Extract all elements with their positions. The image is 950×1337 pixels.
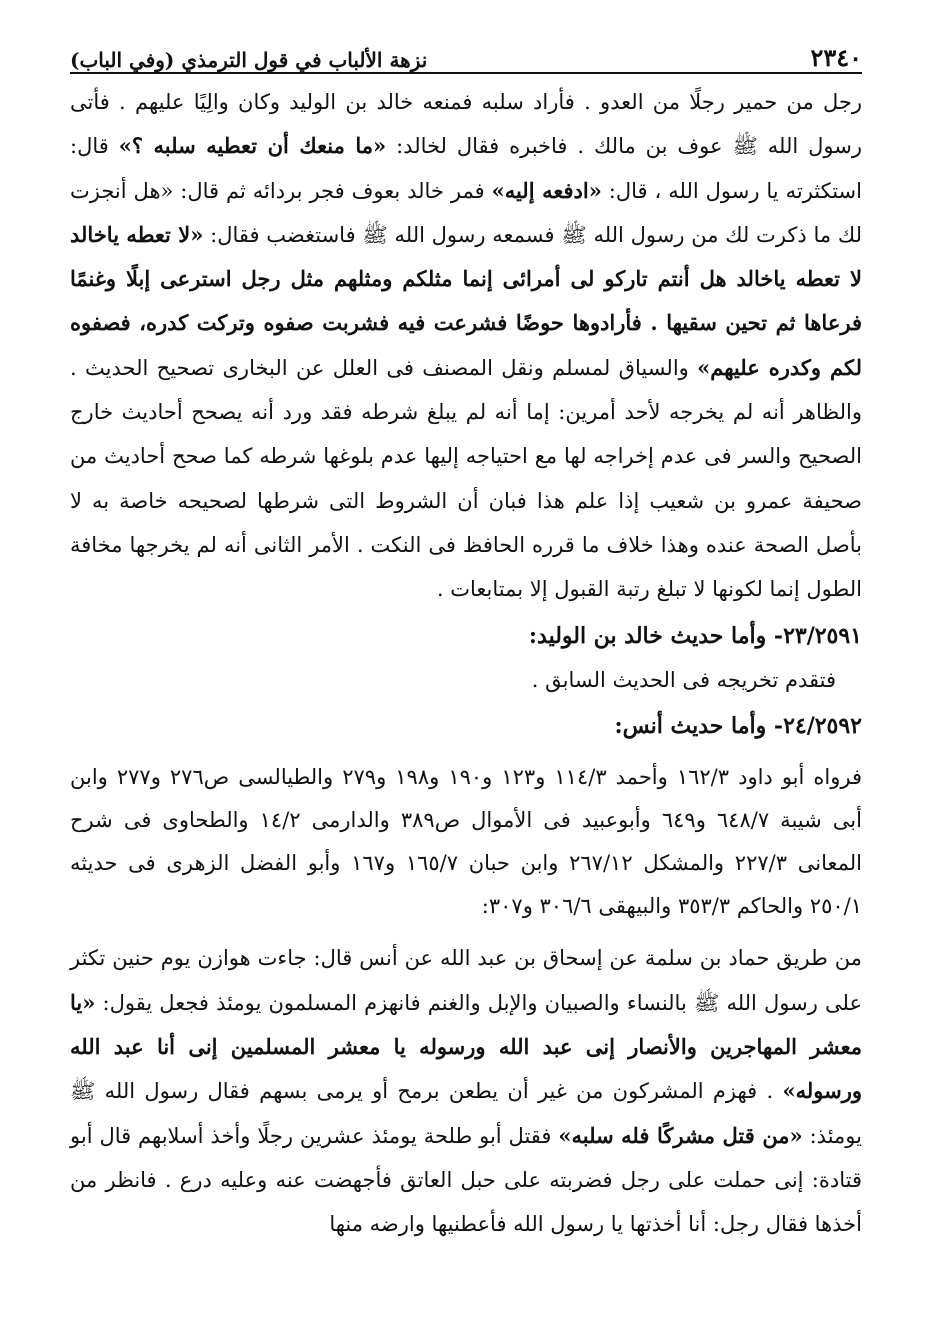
page-body (70, 80, 862, 1247)
page-header (70, 28, 862, 74)
text-span: والسياق لمسلم ونقل المصنف فى العلل عن البخارى تصحيح الحديث . والظاهر أنه لم يخرجه لأحد أمرين: إما أنه لم يبلغ شرطه فقد ورد أنه يصحح أحاديث خارج الصحيح والسر فى عدم إخراجه لها مع احتياجه إليها عدم بلوغها شرطه كما صحح أحاديث من صحيفة عمرو بن شعيب إذا علم هذا فبان أن الشروط التى شرطها لصحيحه خاصة به لا بأصل الصحة عنده وهذا خلاف ما قرره الحافظ فى النكت . الأمر الثانى أنه لم يخرجها مخافة الطول إنما لكونها لا تبلغ رتبة القبول إلا بمتابعات . (70, 355, 862, 602)
text-span: فقتل أبو طلحة يومئذ عشرين رجلًا وأخذ أسلابهم قال أبو قتادة: إنى حملت على رجل فضربته على حبل العاتق فأجهضت عنه وعليه درع . فانظر من أخذها فقال رجل: أنا أخذتها يا رسول الله فأعطنيها وارضه منها (70, 1123, 862, 1237)
book-page (70, 28, 862, 1317)
hadith-quote: «يا معشر المهاجرين والأنصار إنى عبد الله ورسوله يا معشر المسلمين إنى أنا عبد الله ورسوله» (70, 989, 862, 1104)
hadith-quote: «ادفعه إليه» (491, 177, 602, 203)
running-title: نزهة الألباب في قول الترمذي (وفي الباب) (70, 48, 428, 72)
section-text: فتقدم تخريجه فى الحديث السابق . (531, 667, 836, 692)
text-span: قال: استكثرته يا رسول الله ، قال: (70, 134, 862, 203)
text-span: فمر خالد بعوف فجر بردائه ثم قال: «هل أنجزت لك ما ذكرت لك من رسول الله ﷺ فسمعه رسول الله ﷺ فاستغضب فقال: (70, 178, 863, 247)
text-span: من طريق حماد بن سلمة عن إسحاق بن عبد الله عن أنس قال: جاءت هوازن يوم حنين تكثر على رسول الله ﷺ بالنساء والصبيان والإبل والغنم فانهزم المسلمون يومئذ فجعل يقول: (70, 946, 862, 1015)
section-heading: ٢٤/٢٥٩٢- وأما حديث أنس: (614, 713, 862, 740)
paragraph-2 (70, 936, 862, 1246)
references-paragraph: فرواه أبو داود ١٦٢/٣ وأحمد ١١٤/٣ و١٢٣ و١٩٠ و١٩٨ و٢٧٩ والطيالسى ص٢٧٦ و٢٧٧ وابن أبى شيبة ٦٤٨/٧ و٦٤٩ وأبوعبيد فى الأموال ص٣٨٩ والدارمى ١٤/٢ والطحاوى فى شرح المعانى ٢٢٧/٣ والمشكل ٢٦٧/١٢ وابن حبان ١٦٥/٧ و١٦٧ وأبو الفضل الزهرى فى حديثه ٢٥٠/١ والحاكم ٣٥٣/٣ والبيهقى ٣٠٦/٦ و٣٠٧: (70, 765, 863, 919)
paragraph-1 (70, 80, 862, 612)
text-span: . فهزم المشركون من غير أن يطعن برمح أو يرمى بسهم فقال رسول الله ﷺ يومئذ: (70, 1079, 862, 1148)
page-number: ٢٣٤٠ (810, 43, 862, 72)
hadith-quote: «ما منعك أن تعطيه سلبه ؟» (118, 133, 387, 159)
hadith-quote: «من قتل مشركًا فله سلبه» (558, 1122, 803, 1148)
section-heading: ٢٣/٢٥٩١- وأما حديث خالد بن الوليد: (528, 622, 862, 649)
text-span: رجل من حمير رجلًا من العدو . فأراد سلبه فمنعه خالد بن الوليد وكان والِيًا عليهم . فأتى رسول الله ﷺ عوف بن مالك . فاخبره فقال لخالد: (70, 90, 862, 159)
hadith-quote: «لا تعطه ياخالد لا تعطه ياخالد هل أنتم تاركو لى أمرائى إنما مثلكم ومثلهم مثل رجل استرعى إبلًا وغنمًا فرعاها ثم تحين سقيها . فأرادوها حوضًا فشرعت فيه فشربت صفوه وتركت كدره، فصفوه لكم وكدره عليهم» (70, 221, 862, 380)
